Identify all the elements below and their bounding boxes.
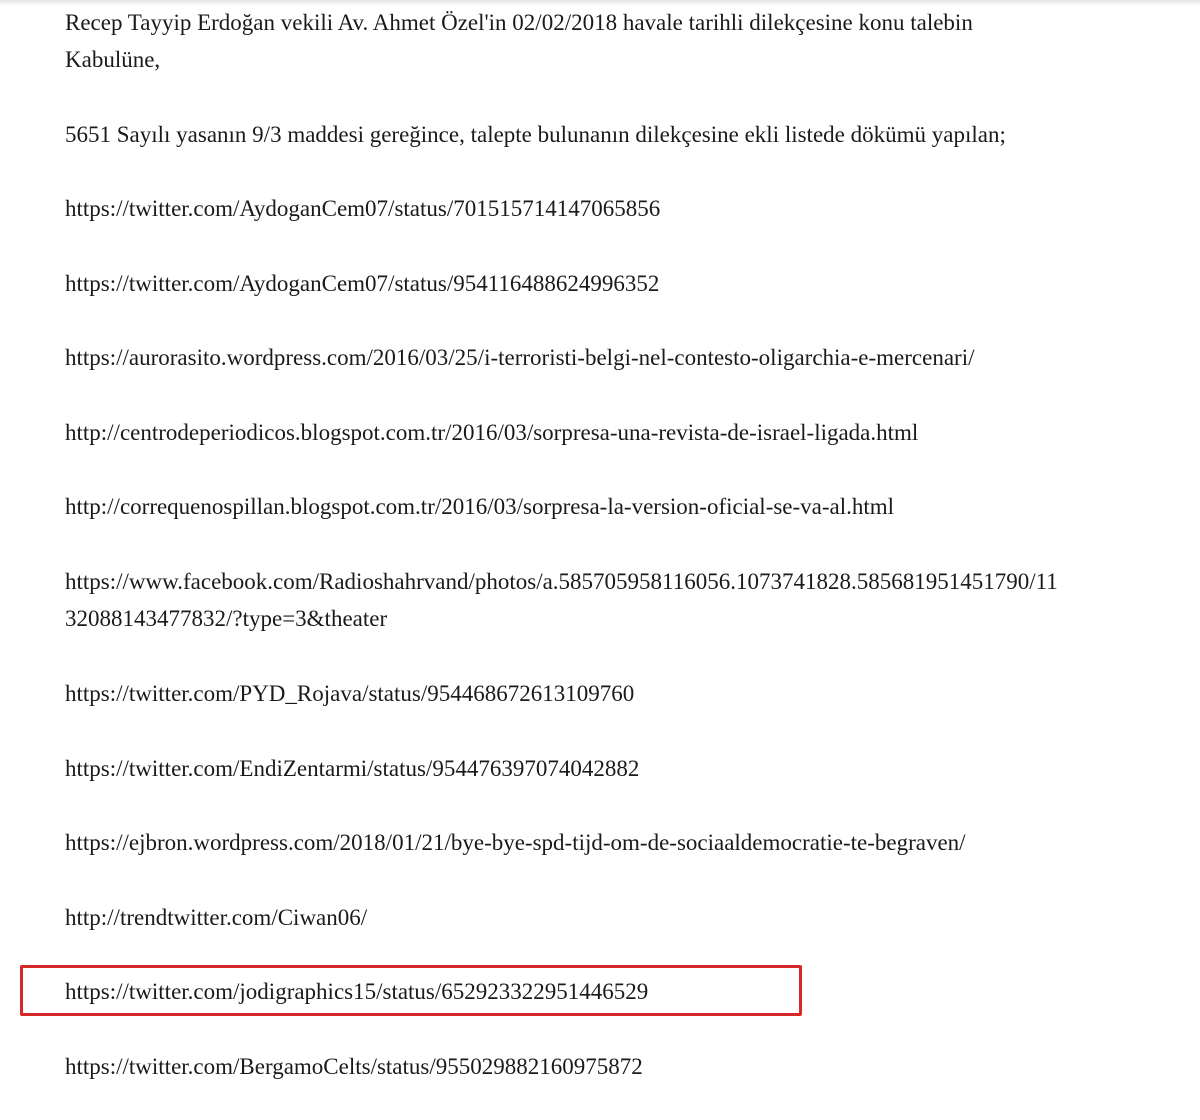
intro-line-2: Kabulüne, [65,47,161,72]
url-line: https://twitter.com/AydoganCem07/status/954116488624996352 [65,271,660,296]
url-line: https://twitter.com/AydoganCem07/status/701515714147065856 [65,196,661,221]
url-line: https://twitter.com/EndiZentarmi/status/954476397074042882 [65,756,640,781]
url-line: https://twitter.com/PYD_Rojava/status/954468672613109760 [65,681,635,706]
url-line: http://centrodeperiodicos.blogspot.com.tr/2016/03/sorpresa-una-revista-de-israel-ligada.html [65,420,919,445]
url-line-wrapped-1: https://www.facebook.com/Radioshahrvand/photos/a.585705958116056.1073741828.585681951451790/11 [65,569,1058,594]
document-page [65,0,1190,1120]
intro-line-1: Recep Tayyip Erdoğan vekili Av. Ahmet Özel'in 02/02/2018 havale tarihli dilekçesine konu talebin [65,10,973,35]
highlight-box [20,965,802,1016]
statement-line: 5651 Sayılı yasanın 9/3 maddesi gereğince, talepte bulunanın dilekçesine ekli listede dökümü yapılan; [65,122,1006,147]
url-line: https://twitter.com/BergamoCelts/status/955029882160975872 [65,1054,643,1079]
url-line: https://ejbron.wordpress.com/2018/01/21/bye-bye-spd-tijd-om-de-sociaaldemocratie-te-begraven/ [65,830,966,855]
url-line: https://aurorasito.wordpress.com/2016/03/25/i-terroristi-belgi-nel-contesto-oligarchia-e-mercenari/ [65,345,975,370]
url-line: http://trendtwitter.com/Ciwan06/ [65,905,368,930]
url-line: http://correquenospillan.blogspot.com.tr/2016/03/sorpresa-la-version-oficial-se-va-al.html [65,494,895,519]
url-line-wrapped-2: 32088143477832/?type=3&theater [65,606,388,631]
url-line-highlighted: https://twitter.com/jodigraphics15/status/652923322951446529 [65,979,649,1004]
